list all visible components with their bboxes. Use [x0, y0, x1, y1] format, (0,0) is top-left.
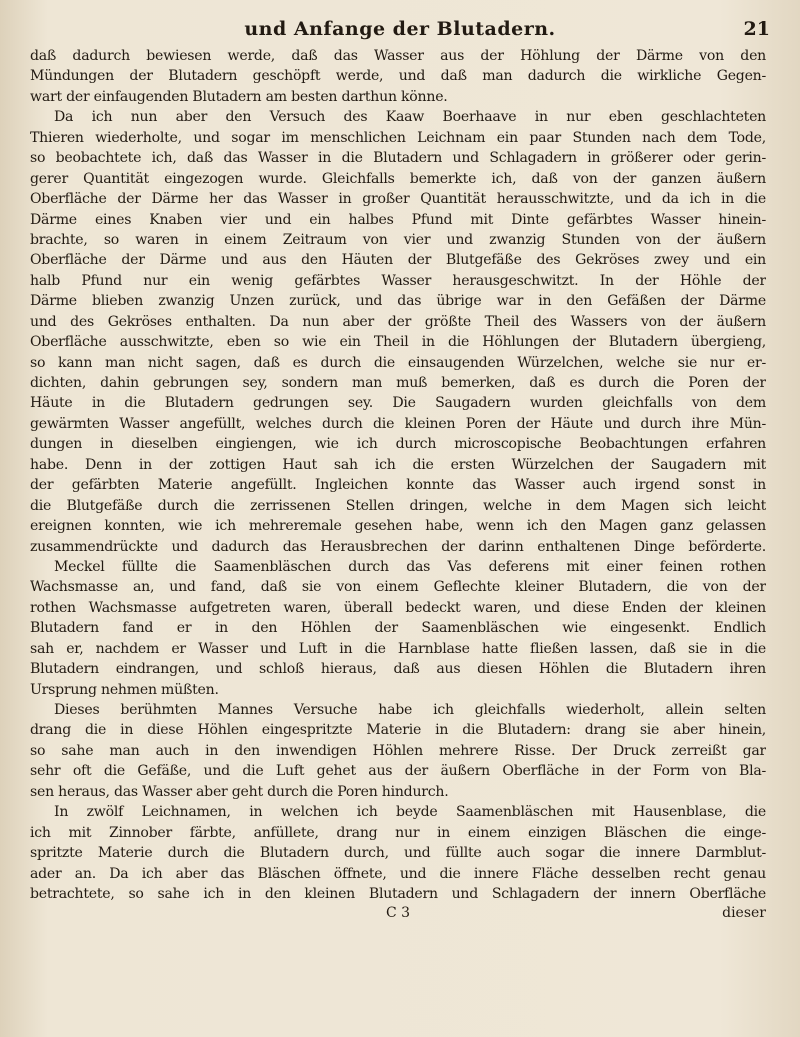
body-text	[30, 46, 766, 924]
text-line: Ursprung nehmen müßten.	[30, 681, 219, 698]
text-line: gewärmten Wasser angefüllt, welches durch die kleinen Poren der Häute und durch ihre Mün-	[30, 415, 766, 432]
text-line: Oberfläche ausschwitzte, eben so wie ein Theil in die Höhlungen der Blutadern übergieng,	[30, 334, 766, 351]
text-line: brachte, so waren in einem Zeitraum von vier und zwanzig Stunden von der äußern	[30, 231, 766, 248]
text-line: dichten, dahin gebrungen sey, sondern man muß bemerken, daß es durch die Poren der	[30, 375, 766, 391]
text-line: Mündungen der Blutadern geschöpft werde, und daß man dadurch die wirkliche Gegen-	[30, 68, 766, 85]
text-line: habe. Denn in der zottigen Haut sah ich die ersten Würzelchen der Saugadern mit	[30, 456, 766, 473]
text-line: ader an. Da ich aber das Bläschen öffnete, und die innere Fläche desselben recht genau	[30, 865, 766, 882]
text-line: die Blutgefäße durch die zerrissenen Stellen dringen, welche in dem Magen sich leicht	[30, 497, 766, 514]
text-line: betrachtete, so sahe ich in den kleinen Blutadern und Schlagadern der innern Oberfläche	[30, 885, 766, 902]
text-line: ich mit Zinnober färbte, anfüllete, drang nur in einem einzigen Bläschen die einge-	[30, 824, 766, 841]
text-line: Därme eines Knaben vier und ein halbes Pfund mit Dinte gefärbtes Wasser hinein-	[30, 211, 766, 228]
running-head: und Anfange der Blutadern.	[244, 18, 556, 40]
text-line: dungen in dieselben eingiengen, wie ich durch microscopische Beobachtungen erfahren	[30, 436, 766, 453]
text-line: Dieses berühmten Mannes Versuche habe ich gleichfalls wiederholt, allein selten	[54, 702, 766, 718]
text-line: Häute in die Blutadern gedrungen sey. Die Saugadern wurden gleichfalls von dem	[30, 395, 766, 412]
text-line: Oberfläche der Därme her das Wasser in großer Quantität herausschwitzte, und da ich in die	[30, 191, 766, 208]
text-line: Thieren wiederholte, und sogar im menschlichen Leichnam ein paar Stunden nach dem Tode,	[30, 129, 766, 146]
text-line: so kann man nicht sagen, daß es durch die einsaugenden Würzelchen, welche sie nur er-	[30, 354, 766, 371]
text-line: Därme blieben zwanzig Unzen zurück, und das übrige war in den Gefäßen der Därme	[30, 293, 766, 310]
text-line: Oberfläche der Därme und aus den Häuten der Blutgefäße des Gekröses zwey und ein	[30, 252, 766, 269]
text-line: rothen Wachsmasse aufgetreten waren, überall bedeckt waren, und diese Enden der kleinen	[30, 599, 766, 616]
text-line: daß dadurch bewiesen werde, daß das Wasser aus der Höhlung der Därme von den	[30, 48, 766, 64]
text-line: Blutadern eindrangen, und schloß hieraus, daß aus diesen Höhlen die Blutadern ihren	[30, 661, 766, 678]
text-line: zusammendrückte und dadurch das Herausbrechen der darinn enthaltenen Dinge beförderte.	[30, 538, 766, 555]
text-line: sah er, nachdem er Wasser und Luft in die Harnblase hatte fließen lassen, daß sie in die	[30, 640, 766, 657]
text-line: und des Gekröses enthalten. Da nun aber der größte Theil des Wassers von der äußern	[30, 313, 766, 330]
text-line: sehr oft die Gefäße, und die Luft gehet aus der äußern Oberfläche in der Form von Bla-	[30, 763, 766, 780]
text-line: halb Pfund nur ein wenig gefärbtes Wasser herausgeschwitzt. In der Höhle der	[30, 272, 766, 289]
page-footer	[30, 904, 766, 924]
catchword: dieser	[722, 905, 766, 922]
text-line: so beobachtete ich, daß das Wasser in die Blutadern und Schlagadern in größerer oder gerin-	[30, 150, 766, 167]
text-line: wart der einfaugenden Blutadern am besten darthun könne.	[30, 88, 448, 105]
text-line: der gefärbten Materie angefüllt. Ingleichen konnte das Wasser auch irgend sonst in	[30, 477, 766, 494]
text-line: spritzte Materie durch die Blutadern durch, und füllte auch sogar die innere Darmblut-	[30, 845, 766, 862]
text-line: In zwölf Leichnamen, in welchen ich beyde Saamenbläschen mit Hausenblase, die	[54, 804, 766, 821]
text-line: Meckel füllte die Saamenbläschen durch das Vas deferens mit einer feinen rothen	[54, 558, 766, 575]
text-line: Blutadern fand er in den Höhlen der Saamenbläschen wie eingesenkt. Endlich	[30, 620, 766, 637]
text-line: Da ich nun aber den Versuch des Kaaw Boerhaave in nur eben geschlachteten	[54, 109, 766, 126]
text-line: drang die in diese Höhlen eingespritzte Materie in die Blutadern: drang sie aber hinein,	[30, 722, 766, 739]
text-line: so sahe man auch in den inwendigen Höhlen mehrere Risse. Der Druck zerreißt gar	[30, 742, 766, 759]
page-number: 21	[743, 18, 770, 40]
page-header	[30, 14, 770, 44]
text-line: sen heraus, das Wasser aber geht durch die Poren hindurch.	[30, 783, 449, 800]
signature-mark: C 3	[385, 905, 411, 922]
text-line: Wachsmasse an, und fand, daß sie von einem Geflechte kleiner Blutadern, die von der	[30, 579, 766, 596]
text-line: ereignen konnten, wie ich mehreremale gesehen habe, wenn ich den Magen ganz gelassen	[30, 518, 766, 535]
text-line: gerer Quantität eingezogen wurde. Gleichfalls bemerkte ich, daß von der ganzen äußern	[30, 170, 766, 187]
